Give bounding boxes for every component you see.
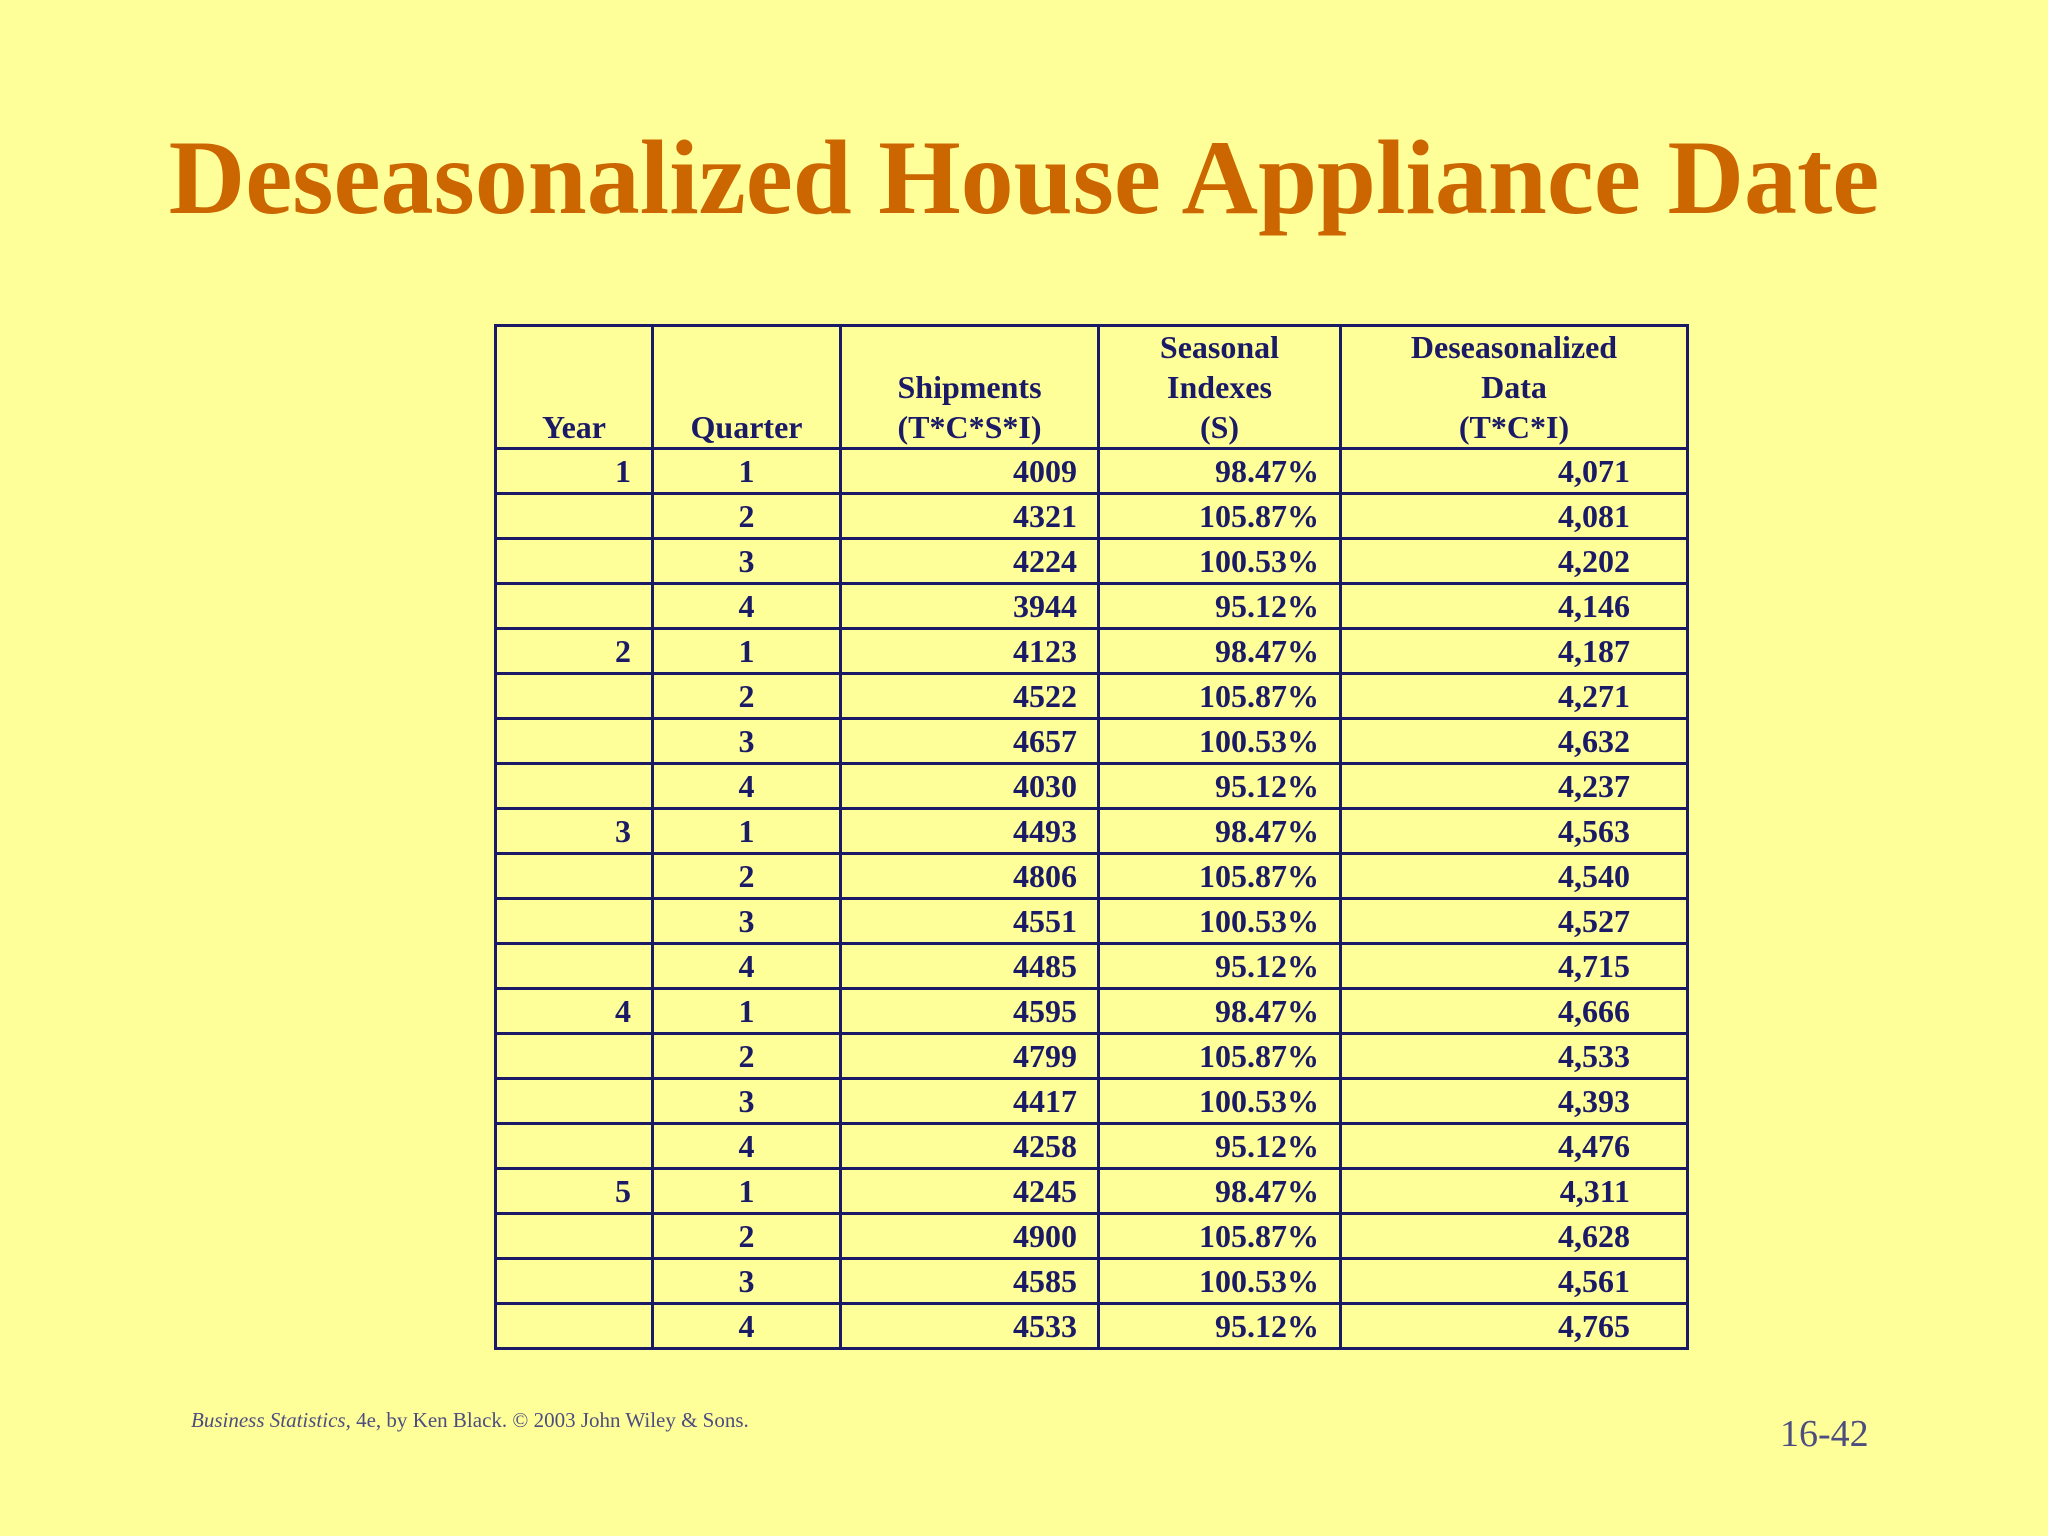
cell-quarter: 1 [653,989,841,1034]
slide-title: Deseasonalized House Appliance Date [168,119,1880,236]
cell-shipments: 4245 [841,1169,1099,1214]
cell-deseasonalized: 4,666 [1341,989,1688,1034]
deseasonalized-data-table [494,324,1689,1350]
cell-shipments: 4595 [841,989,1099,1034]
cell-deseasonalized: 4,765 [1341,1304,1688,1349]
table-row [496,944,1688,989]
cell-deseasonalized: 4,533 [1341,1034,1688,1079]
table-row [496,764,1688,809]
cell-quarter: 3 [653,899,841,944]
header-deseasonalized-line-2: Data [1481,369,1547,405]
cell-seasonal-index: 105.87% [1099,674,1341,719]
table-row [496,449,1688,494]
cell-seasonal-index: 100.53% [1099,539,1341,584]
cell-shipments: 4522 [841,674,1099,719]
table-row [496,1214,1688,1259]
cell-deseasonalized: 4,476 [1341,1124,1688,1169]
cell-shipments: 4258 [841,1124,1099,1169]
cell-shipments: 4485 [841,944,1099,989]
cell-year [496,1214,653,1259]
cell-year [496,719,653,764]
cell-year: 1 [496,449,653,494]
cell-deseasonalized: 4,311 [1341,1169,1688,1214]
cell-deseasonalized: 4,628 [1341,1214,1688,1259]
cell-year [496,584,653,629]
cell-year: 2 [496,629,653,674]
table-body [496,449,1688,1349]
cell-year [496,899,653,944]
footer-book-title: Business Statistics, [191,1408,351,1432]
cell-shipments: 4533 [841,1304,1099,1349]
table-header-row [496,326,1688,449]
cell-quarter: 1 [653,1169,841,1214]
cell-seasonal-index: 95.12% [1099,584,1341,629]
cell-deseasonalized: 4,632 [1341,719,1688,764]
cell-deseasonalized: 4,715 [1341,944,1688,989]
header-deseasonalized-data [1341,326,1688,449]
cell-seasonal-index: 95.12% [1099,764,1341,809]
table-row [496,1124,1688,1169]
table-row [496,899,1688,944]
cell-deseasonalized: 4,527 [1341,899,1688,944]
cell-quarter: 2 [653,1214,841,1259]
cell-quarter: 1 [653,629,841,674]
cell-deseasonalized: 4,071 [1341,449,1688,494]
footer-credit-text: 4e, by Ken Black. © 2003 John Wiley & Sons. [350,1408,749,1432]
cell-shipments: 4493 [841,809,1099,854]
cell-year: 4 [496,989,653,1034]
cell-quarter: 3 [653,1079,841,1124]
cell-shipments: 4657 [841,719,1099,764]
cell-shipments: 4806 [841,854,1099,899]
cell-seasonal-index: 98.47% [1099,989,1341,1034]
table-row [496,989,1688,1034]
header-quarter-line: Quarter [690,409,803,445]
cell-shipments: 4321 [841,494,1099,539]
cell-seasonal-index: 100.53% [1099,719,1341,764]
cell-deseasonalized: 4,561 [1341,1259,1688,1304]
cell-seasonal-index: 98.47% [1099,629,1341,674]
cell-year: 3 [496,809,653,854]
header-year [496,326,653,449]
cell-quarter: 2 [653,1034,841,1079]
footer-credit [191,1408,749,1433]
cell-quarter: 3 [653,539,841,584]
cell-year [496,539,653,584]
table-row [496,674,1688,719]
cell-quarter: 4 [653,1124,841,1169]
cell-deseasonalized: 4,393 [1341,1079,1688,1124]
table-row [496,629,1688,674]
cell-seasonal-index: 98.47% [1099,449,1341,494]
table-row [496,1169,1688,1214]
table-row [496,809,1688,854]
table-row [496,719,1688,764]
cell-shipments: 4123 [841,629,1099,674]
cell-seasonal-index: 95.12% [1099,1124,1341,1169]
cell-shipments: 4900 [841,1214,1099,1259]
cell-quarter: 1 [653,449,841,494]
header-shipments [841,326,1099,449]
cell-shipments: 4009 [841,449,1099,494]
cell-seasonal-index: 98.47% [1099,809,1341,854]
table-row [496,494,1688,539]
cell-quarter: 4 [653,1304,841,1349]
cell-year: 5 [496,1169,653,1214]
cell-year [496,1079,653,1124]
cell-quarter: 2 [653,854,841,899]
cell-seasonal-index: 100.53% [1099,1079,1341,1124]
cell-shipments: 4417 [841,1079,1099,1124]
cell-quarter: 2 [653,494,841,539]
cell-year [496,674,653,719]
cell-year [496,1304,653,1349]
cell-year [496,494,653,539]
header-deseasonalized-line-1: Deseasonalized [1410,329,1618,365]
header-seasonal-indexes [1099,326,1341,449]
cell-shipments: 4551 [841,899,1099,944]
cell-seasonal-index: 95.12% [1099,1304,1341,1349]
cell-deseasonalized: 4,081 [1341,494,1688,539]
header-seasonal-line-3: (S) [1199,409,1240,445]
cell-quarter: 3 [653,1259,841,1304]
header-deseasonalized-line-3: (T*C*I) [1458,409,1570,445]
cell-quarter: 2 [653,674,841,719]
cell-year [496,1124,653,1169]
header-year-line: Year [542,409,606,445]
table-row [496,1259,1688,1304]
cell-year [496,764,653,809]
cell-deseasonalized: 4,237 [1341,764,1688,809]
header-shipments-line-1: Shipments [897,369,1042,405]
cell-shipments: 4799 [841,1034,1099,1079]
cell-deseasonalized: 4,187 [1341,629,1688,674]
cell-year [496,944,653,989]
cell-seasonal-index: 100.53% [1099,1259,1341,1304]
cell-deseasonalized: 4,271 [1341,674,1688,719]
cell-seasonal-index: 100.53% [1099,899,1341,944]
table-row [496,854,1688,899]
table-row [496,1079,1688,1124]
cell-deseasonalized: 4,540 [1341,854,1688,899]
table-row [496,584,1688,629]
cell-seasonal-index: 105.87% [1099,1214,1341,1259]
cell-shipments: 4224 [841,539,1099,584]
page-number: 16-42 [1780,1413,1869,1455]
cell-quarter: 1 [653,809,841,854]
cell-seasonal-index: 98.47% [1099,1169,1341,1214]
cell-shipments: 4585 [841,1259,1099,1304]
header-quarter [653,326,841,449]
table-row [496,539,1688,584]
cell-shipments: 3944 [841,584,1099,629]
cell-quarter: 4 [653,764,841,809]
cell-seasonal-index: 95.12% [1099,944,1341,989]
table-row [496,1304,1688,1349]
cell-seasonal-index: 105.87% [1099,854,1341,899]
cell-year [496,1034,653,1079]
cell-quarter: 3 [653,719,841,764]
cell-deseasonalized: 4,202 [1341,539,1688,584]
cell-deseasonalized: 4,146 [1341,584,1688,629]
cell-shipments: 4030 [841,764,1099,809]
header-seasonal-line-1: Seasonal [1159,329,1280,365]
cell-year [496,854,653,899]
cell-deseasonalized: 4,563 [1341,809,1688,854]
cell-seasonal-index: 105.87% [1099,494,1341,539]
table-row [496,1034,1688,1079]
header-seasonal-line-2: Indexes [1167,369,1272,405]
cell-quarter: 4 [653,584,841,629]
cell-year [496,1259,653,1304]
cell-quarter: 4 [653,944,841,989]
header-shipments-line-2: (T*C*S*I) [897,409,1042,445]
cell-seasonal-index: 105.87% [1099,1034,1341,1079]
